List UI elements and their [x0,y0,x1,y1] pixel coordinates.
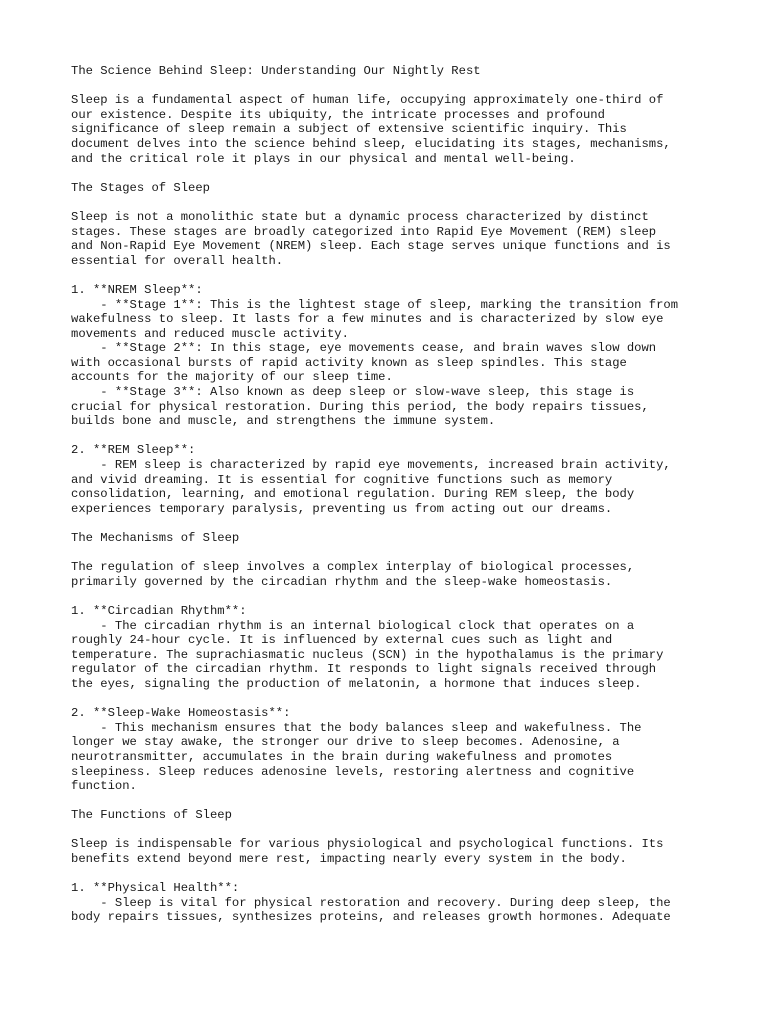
document-line: and vivid dreaming. It is essential for cognitive functions such as memory [71,472,613,487]
document-line: The Functions of Sleep [71,808,232,823]
document-line: crucial for physical restoration. During this period, the body repairs tissues, [71,399,649,414]
document-line: 2. **Sleep-Wake Homeostasis**: [71,706,291,721]
document-line: - Sleep is vital for physical restoration and recovery. During deep sleep, the [71,895,671,910]
document-line: experiences temporary paralysis, preventing us from acting out our dreams. [71,501,613,516]
document-line [71,429,761,444]
document-line: - **Stage 2**: In this stage, eye movements cease, and brain waves slow down [71,341,657,356]
document-line [71,546,761,561]
document-line: body repairs tissues, synthesizes proteins, and releases growth hormones. Adequate [71,910,671,925]
document-line: Sleep is not a monolithic state but a dynamic process characterized by distinct [71,209,649,224]
document-line: longer we stay awake, the stronger our drive to sleep becomes. Adenosine, a [71,735,620,750]
document-line [71,589,761,604]
document-line [71,195,761,210]
document-line: consolidation, learning, and emotional regulation. During REM sleep, the body [71,487,635,502]
document-line: - This mechanism ensures that the body balances sleep and wakefulness. The [71,720,642,735]
document-line: document delves into the science behind sleep, elucidating its stages, mechanisms, [71,136,671,151]
document-line: movements and reduced muscle activity. [71,326,349,341]
document-line: 1. **NREM Sleep**: [71,282,203,297]
document-line [71,516,761,531]
document-line [71,692,761,707]
document-line: significance of sleep remain a subject of extensive scientific inquiry. This [71,122,627,137]
document-line: primarily governed by the circadian rhythm and the sleep-wake homeostasis. [71,574,613,589]
document-line: Sleep is a fundamental aspect of human life, occupying approximately one-third of [71,93,664,108]
document-line [71,794,761,809]
document-line: wakefulness to sleep. It lasts for a few minutes and is characterized by slow eye [71,312,664,327]
document-line [71,823,761,838]
document-line: regulator of the circadian rhythm. It responds to light signals received through [71,662,657,677]
document-line: - **Stage 3**: Also known as deep sleep or slow-wave sleep, this stage is [71,385,635,400]
document-line: stages. These stages are broadly categorized into Rapid Eye Movement (REM) sleep [71,224,657,239]
document-line: The Mechanisms of Sleep [71,531,240,545]
document-line [71,166,761,181]
document-line: roughly 24-hour cycle. It is influenced by external cues such as light and [71,633,613,648]
document-line: The regulation of sleep involves a complex interplay of biological processes, [71,560,635,575]
document-line [71,79,761,94]
document-line: - The circadian rhythm is an internal biological clock that operates on a [71,618,635,633]
document-line: The Science Behind Sleep: Understanding Our Nightly Rest [71,64,481,78]
document-line: Sleep is indispensable for various physiological and psychological functions. Its [71,837,664,852]
document-line: essential for overall health. [71,253,284,268]
document-line: and the critical role it plays in our physical and mental well-being. [71,151,576,166]
document-line: 2. **REM Sleep**: [71,443,196,458]
document-line: accounts for the majority of our sleep time. [71,370,393,385]
document-line: 1. **Circadian Rhythm**: [71,603,247,618]
document-line: - **Stage 1**: This is the lightest stage of sleep, marking the transition from [71,297,679,312]
document-line: function. [71,779,137,794]
document-line [71,268,761,283]
document-line: neurotransmitter, accumulates in the brain during wakefulness and promotes [71,749,613,764]
document-line: and Non-Rapid Eye Movement (NREM) sleep. Each stage serves unique functions and is [71,239,671,254]
document-body [71,64,761,925]
document-line: The Stages of Sleep [71,180,210,195]
document-line: - REM sleep is characterized by rapid eye movements, increased brain activity, [71,458,671,473]
document-line: with occasional bursts of rapid activity known as sleep spindles. This stage [71,355,627,370]
document-line: our existence. Despite its ubiquity, the intricate processes and profound [71,107,605,122]
document-line: the eyes, signaling the production of melatonin, a hormone that induces sleep. [71,676,642,691]
document-line: benefits extend beyond mere rest, impacting nearly every system in the body. [71,852,627,867]
document-line: builds bone and muscle, and strengthens the immune system. [71,414,496,429]
document-line: temperature. The suprachiasmatic nucleus (SCN) in the hypothalamus is the primary [71,647,664,662]
document-line: 1. **Physical Health**: [71,881,240,896]
document-line: sleepiness. Sleep reduces adenosine levels, restoring alertness and cognitive [71,764,635,779]
document-line [71,867,761,882]
